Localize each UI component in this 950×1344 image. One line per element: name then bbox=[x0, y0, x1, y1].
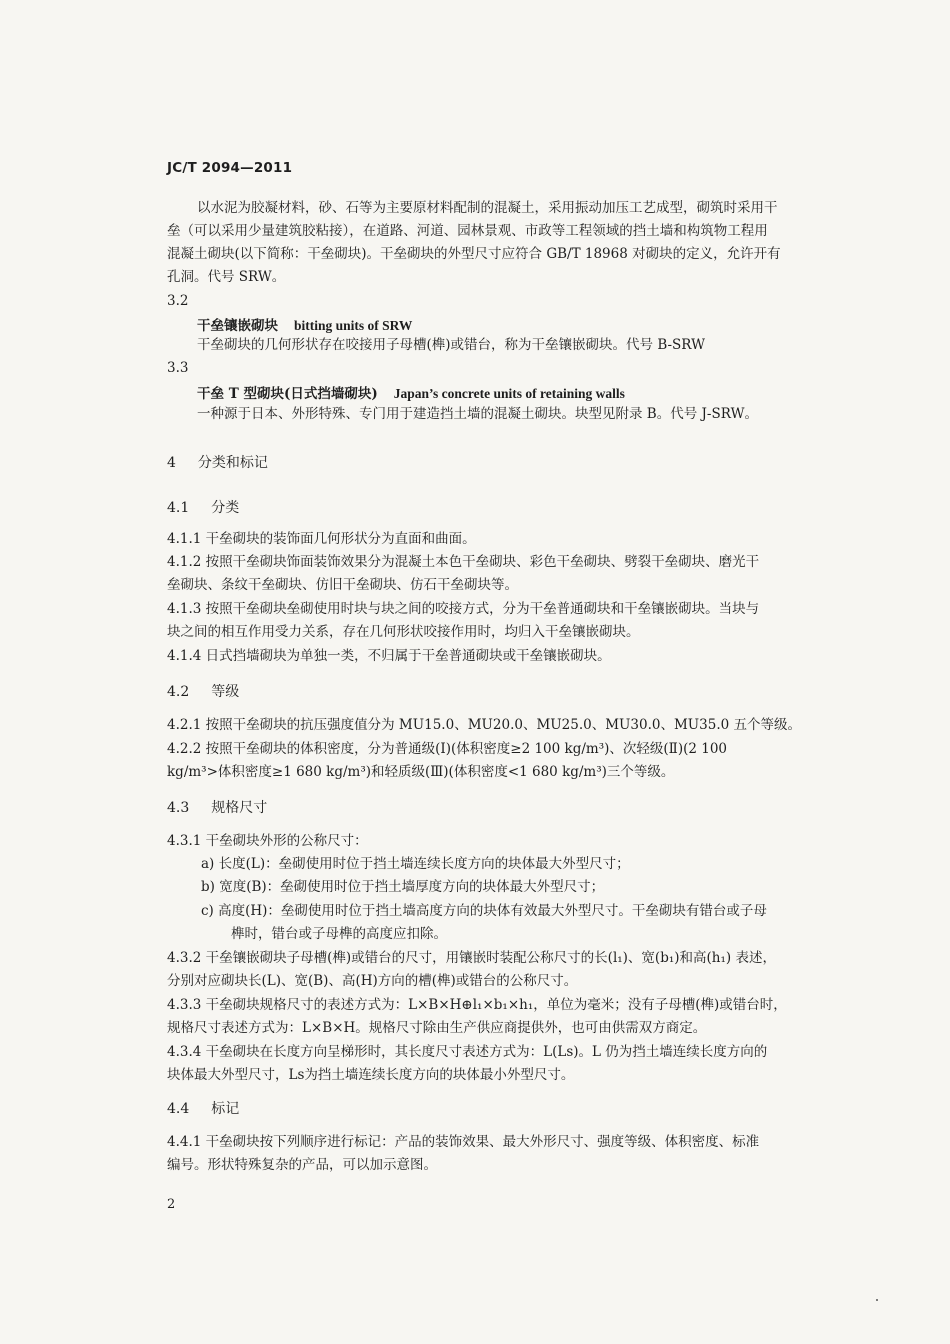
standard-header: JC/T 2094—2011 bbox=[167, 160, 293, 176]
section-4-3-title: 规格尺寸 bbox=[211, 800, 268, 816]
section-4-2-number: 4.2 bbox=[167, 684, 190, 700]
clause-4-3-4-line-2: 块体最大外型尺寸，Ls为挡土墙连续长度方向的块体最小外型尺寸。 bbox=[167, 1067, 575, 1083]
term-3-3-en: Japan’s concrete units of retaining walls bbox=[393, 386, 625, 401]
definition-3-3: 一种源于日本、外形特殊、专门用于建造挡土墙的混凝土砌块。块型见附录 B。代号 J-SRW。 bbox=[197, 406, 758, 422]
section-4-3-number: 4.3 bbox=[167, 800, 190, 816]
intro-line-4: 孔洞。代号 SRW。 bbox=[167, 269, 286, 285]
term-3-2-cn: 干垒镶嵌砌块 bbox=[197, 318, 278, 334]
scan-speck bbox=[876, 1299, 878, 1301]
clause-4-1-3-line-2: 块之间的相互作用受力关系，存在几何形状咬接作用时，均归入干垒镶嵌砌块。 bbox=[167, 624, 640, 640]
clause-4-1-2-line-1: 4.1.2 按照干垒砌块饰面装饰效果分为混凝土本色干垒砌块、彩色干垒砌块、劈裂干垒砌块、磨光干 bbox=[167, 554, 760, 570]
section-4-2-title: 等级 bbox=[211, 684, 240, 700]
clause-4-3-4-line-1: 4.3.4 干垒砌块在长度方向呈梯形时，其长度尺寸表述方式为：L(Ls)。L 仍为挡土墙连续长度方向的 bbox=[167, 1044, 768, 1060]
section-heading-4-1 bbox=[167, 497, 239, 517]
term-3-3 bbox=[197, 382, 625, 402]
clause-4-3-3-line-1: 4.3.3 干垒砌块规格尺寸的表述方式为：L×B×H⊕l₁×b₁×h₁，单位为毫米；没有子母槽(榫)或错台时， bbox=[167, 997, 787, 1013]
intro-line-1: 以水泥为胶凝材料，砂、石等为主要原材料配制的混凝土，采用振动加压工艺成型，砌筑时采用干 bbox=[197, 200, 778, 216]
clause-4-1-1-line: 4.1.1 干垒砌块的装饰面几何形状分为直面和曲面。 bbox=[167, 531, 476, 547]
definition-3-2: 干垒砌块的几何形状存在咬接用子母槽(榫)或错台，称为干垒镶嵌砌块。代号 B-SRW bbox=[197, 337, 706, 353]
clause-4-2-2-line-1: 4.2.2 按照干垒砌块的体积密度，分为普通级(Ⅰ)(体积密度≥2 100 kg/m³)、次轻级(Ⅱ)(2 100 bbox=[167, 741, 727, 757]
section-heading-4 bbox=[167, 452, 268, 472]
section-4-1-title: 分类 bbox=[211, 500, 240, 516]
clause-4-2-2-line-2: kg/m³>体积密度≥1 680 kg/m³)和轻质级(Ⅲ)(体积密度<1 680 kg/m³)三个等级。 bbox=[167, 764, 675, 780]
list-item-a: a) 长度(L)：垒砌使用时位于挡土墙连续长度方向的块体最大外型尺寸； bbox=[201, 856, 630, 872]
clause-number-3-3: 3.3 bbox=[167, 360, 189, 376]
clause-4-4-1-line-2: 编号。形状特殊复杂的产品，可以加示意图。 bbox=[167, 1157, 437, 1173]
section-heading-4-4 bbox=[167, 1098, 239, 1118]
page-number: 2 bbox=[167, 1197, 176, 1212]
list-item-c-line-1: c) 高度(H)：垒砌使用时位于挡土墙高度方向的块体有效最大外型尺寸。干垒砌块有错台或子母 bbox=[201, 903, 767, 919]
clause-4-3-2-line-1: 4.3.2 干垒镶嵌砌块子母槽(榫)或错台的尺寸，用镶嵌时装配公称尺寸的长(l₁)、宽(b₁)和高(h₁) 表述， bbox=[167, 950, 776, 966]
term-3-2-en: bitting units of SRW bbox=[294, 318, 413, 333]
term-3-2 bbox=[197, 314, 412, 334]
clause-4-3-3-line-2: 规格尺寸表述方式为：L×B×H。规格尺寸除由生产供应商提供外，也可由供需双方商定。 bbox=[167, 1020, 707, 1036]
clause-4-1-3-line-1: 4.1.3 按照干垒砌块垒砌使用时块与块之间的咬接方式，分为干垒普通砌块和干垒镶嵌砌块。当块与 bbox=[167, 601, 760, 617]
term-3-3-cn: 干垒 T 型砌块(日式挡墙砌块) bbox=[197, 386, 378, 402]
section-heading-4-2 bbox=[167, 681, 239, 701]
section-4-title: 分类和标记 bbox=[197, 455, 268, 471]
list-item-c-line-2: 榫时，错台或子母榫的高度应扣除。 bbox=[231, 926, 447, 942]
section-4-4-number: 4.4 bbox=[167, 1101, 190, 1117]
section-4-number: 4 bbox=[167, 455, 176, 471]
clause-4-3-2-line-2: 分别对应砌块长(L)、宽(B)、高(H)方向的槽(榫)或错台的公称尺寸。 bbox=[167, 973, 578, 989]
clause-4-3-1-line: 4.3.1 干垒砌块外形的公称尺寸： bbox=[167, 833, 368, 849]
section-4-4-title: 标记 bbox=[211, 1101, 240, 1117]
clause-4-2-1-line: 4.2.1 按照干垒砌块的抗压强度值分为 MU15.0、MU20.0、MU25.0、MU30.0、MU35.0 五个等级。 bbox=[167, 717, 802, 733]
section-4-1-number: 4.1 bbox=[167, 500, 190, 516]
clause-4-4-1-line-1: 4.4.1 干垒砌块按下列顺序进行标记：产品的装饰效果、最大外形尺寸、强度等级、体积密度、标准 bbox=[167, 1134, 760, 1150]
list-item-b: b) 宽度(B)：垒砌使用时位于挡土墙厚度方向的块体最大外型尺寸； bbox=[201, 879, 605, 895]
intro-line-2: 垒（可以采用少量建筑胶粘接），在道路、河道、园林景观、市政等工程领域的挡土墙和构筑物工程用 bbox=[167, 223, 768, 239]
clause-number-3-2: 3.2 bbox=[167, 293, 189, 309]
intro-line-3: 混凝土砌块(以下简称：干垒砌块)。干垒砌块的外型尺寸应符合 GB/T 18968 对砌块的定义，允许开有 bbox=[167, 246, 781, 262]
section-heading-4-3 bbox=[167, 797, 267, 817]
clause-4-1-2-line-2: 垒砌块、条纹干垒砌块、仿旧干垒砌块、仿石干垒砌块等。 bbox=[167, 577, 518, 593]
clause-4-1-4-line: 4.1.4 日式挡墙砌块为单独一类，不归属于干垒普通砌块或干垒镶嵌砌块。 bbox=[167, 648, 611, 664]
